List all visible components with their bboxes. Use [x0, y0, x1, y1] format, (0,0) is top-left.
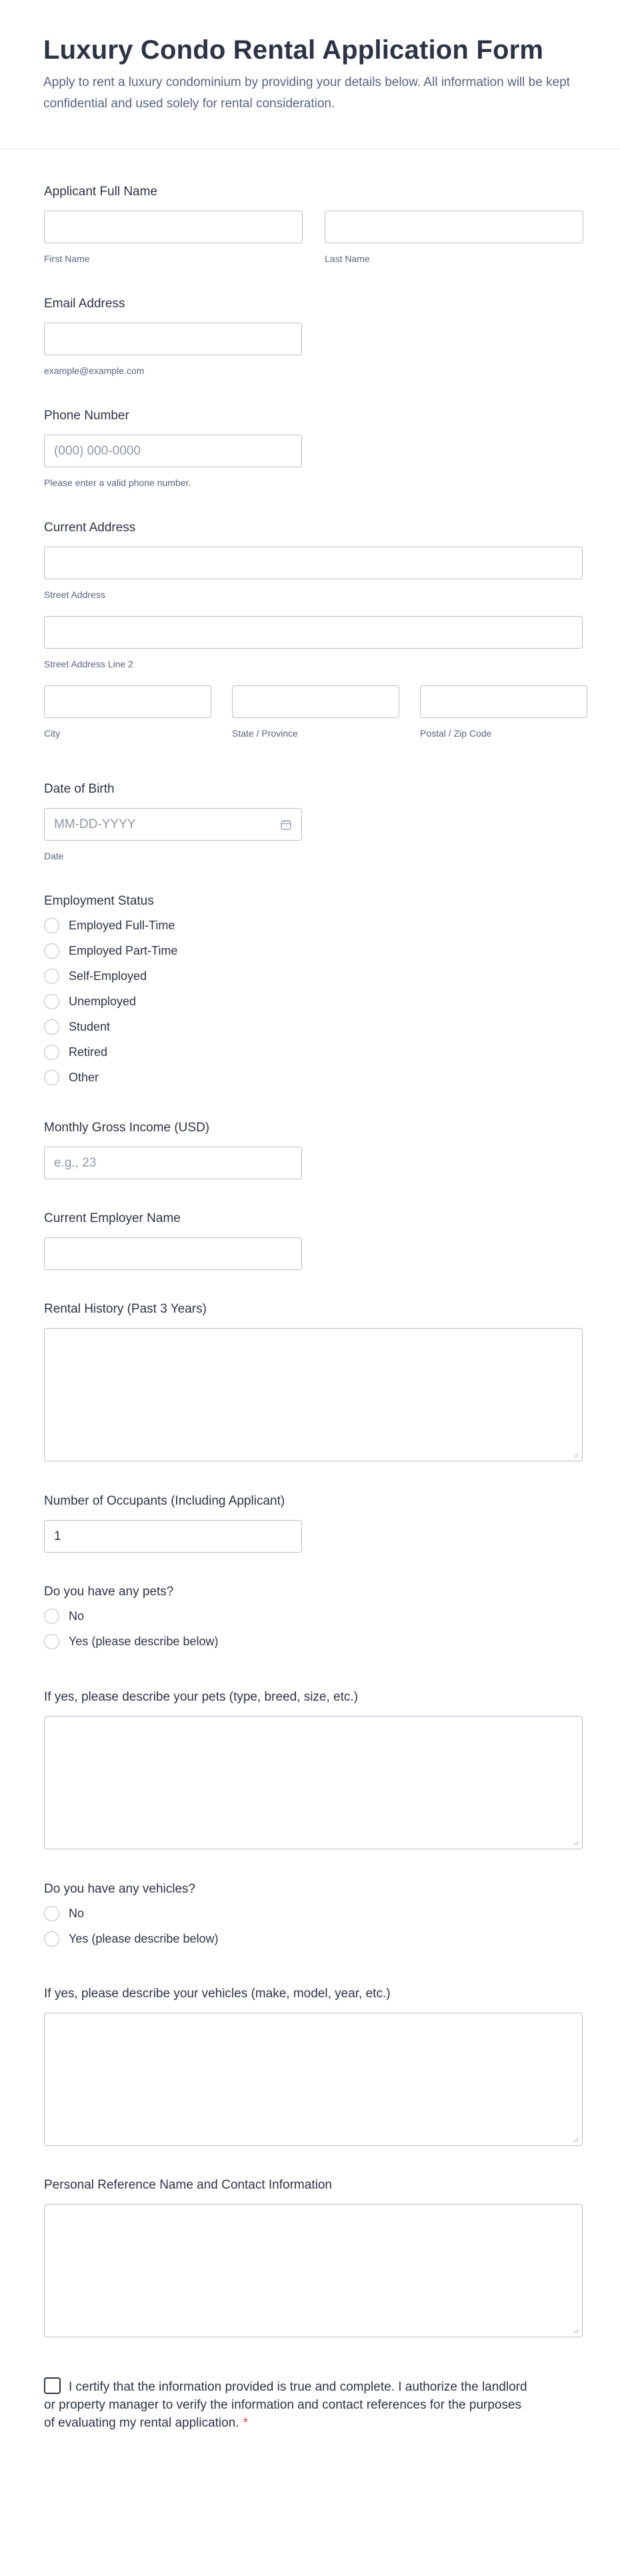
occupants-section: [44, 1493, 302, 1553]
employment-option[interactable]: [38, 1065, 177, 1090]
radio-button[interactable]: [44, 943, 59, 959]
dob-label: Date of Birth: [44, 781, 115, 796]
street-address-input[interactable]: [44, 547, 583, 579]
occupants-label: Number of Occupants (Including Applicant): [44, 1493, 285, 1508]
city-input[interactable]: [44, 685, 211, 718]
income-section: [44, 1120, 302, 1180]
reference-textarea[interactable]: [44, 2204, 583, 2337]
occupants-field[interactable]: [44, 1520, 302, 1553]
resize-handle-icon[interactable]: [573, 1839, 579, 1846]
calendar-icon[interactable]: [280, 819, 292, 831]
radio-button[interactable]: [44, 1609, 59, 1624]
state-input[interactable]: [232, 685, 399, 718]
state-sublabel: State / Province: [232, 728, 298, 739]
email-section: [44, 296, 302, 377]
vehicles-section: [44, 1881, 218, 1952]
vehicles-option-no[interactable]: [38, 1901, 218, 1926]
income-label: Monthly Gross Income (USD): [44, 1120, 210, 1135]
phone-field[interactable]: [44, 435, 302, 467]
employment-label: Employment Status: [44, 893, 154, 908]
pets-option-yes[interactable]: [38, 1629, 218, 1654]
dob-field[interactable]: [44, 808, 302, 841]
employer-label: Current Employer Name: [44, 1211, 181, 1225]
reference-label: Personal Reference Name and Contact Information: [44, 2177, 332, 2192]
employment-option[interactable]: [38, 1039, 177, 1065]
rental-history-textarea[interactable]: [44, 1328, 583, 1461]
reference-section: [44, 2177, 583, 2338]
pets-label: Do you have any pets?: [44, 1584, 174, 1599]
required-mark: *: [243, 2415, 248, 2430]
radio-label: Yes (please describe below): [69, 1634, 219, 1648]
city-sublabel: City: [44, 728, 61, 739]
certify-section: [44, 2379, 531, 2433]
employer-section: [44, 1211, 302, 1271]
radio-label: Employed Part-Time: [69, 943, 178, 957]
email-sublabel: example@example.com: [44, 365, 145, 377]
phone-placeholder: (000) 000-0000: [54, 443, 141, 458]
dob-placeholder: MM-DD-YYYY: [54, 817, 136, 831]
vehicles-label: Do you have any vehicles?: [44, 1881, 196, 1896]
phone-label: Phone Number: [44, 408, 129, 423]
last-name-input[interactable]: [325, 211, 583, 243]
pets-description-section: [44, 1689, 583, 1850]
employment-section: [44, 893, 177, 1091]
radio-label: No: [69, 1609, 85, 1623]
vehicles-description-label: If yes, please describe your vehicles (make, model, year, etc.): [44, 1986, 391, 2001]
certify-checkbox[interactable]: [44, 2377, 61, 2394]
full-name-section: [44, 184, 583, 265]
vehicles-description-section: [44, 1986, 583, 2147]
certify-text: I certify that the information provided is true and complete. I authorize the landlord or property manager to verify the information and contact references for the purposes of evaluating my rental application.: [44, 2379, 527, 2430]
email-field[interactable]: [44, 323, 302, 355]
radio-label: Self-Employed: [69, 969, 147, 983]
zip-sublabel: Postal / Zip Code: [420, 728, 492, 739]
employment-options: [38, 913, 177, 1090]
dob-sublabel: Date: [44, 851, 64, 862]
occupants-value: 1: [54, 1529, 61, 1543]
radio-button[interactable]: [44, 1931, 59, 1947]
employment-option[interactable]: [38, 963, 177, 989]
employment-option[interactable]: [38, 1014, 177, 1039]
form-header: [0, 0, 620, 149]
pets-description-label: If yes, please describe your pets (type, breed, size, etc.): [44, 1689, 359, 1704]
radio-button[interactable]: [44, 1906, 59, 1921]
street-address-line2-input[interactable]: [44, 616, 583, 649]
rental-history-label: Rental History (Past 3 Years): [44, 1301, 207, 1316]
resize-handle-icon[interactable]: [573, 2136, 579, 2143]
pets-section: [44, 1584, 218, 1655]
application-form: [0, 149, 620, 2576]
vehicles-description-textarea[interactable]: [44, 2013, 583, 2146]
radio-label: Yes (please describe below): [69, 1931, 219, 1945]
first-name-input[interactable]: [44, 211, 303, 243]
last-name-sublabel: Last Name: [325, 253, 370, 265]
radio-label: Retired: [69, 1045, 108, 1059]
street-address-line2-sublabel: Street Address Line 2: [44, 659, 133, 670]
pets-option-no[interactable]: [38, 1603, 218, 1629]
phone-sublabel: Please enter a valid phone number.: [44, 477, 191, 489]
phone-section: [44, 408, 302, 489]
resize-handle-icon[interactable]: [573, 2327, 579, 2334]
full-name-label: Applicant Full Name: [44, 184, 158, 199]
radio-label: Employed Full-Time: [69, 918, 175, 932]
employer-field[interactable]: [44, 1237, 302, 1270]
vehicles-option-yes[interactable]: [38, 1926, 218, 1951]
employment-option[interactable]: [38, 989, 177, 1014]
page-subtitle: Apply to rent a luxury condominium by providing your details below. All information will be kept confidential and used solely for rental consideration.: [43, 75, 570, 111]
radio-button[interactable]: [44, 994, 59, 1009]
radio-label: Student: [69, 1019, 111, 1033]
dob-section: [44, 781, 302, 862]
radio-button[interactable]: [44, 1019, 59, 1035]
first-name-sublabel: First Name: [44, 253, 90, 265]
radio-button[interactable]: [44, 918, 59, 933]
rental-history-section: [44, 1301, 583, 1462]
address-label: Current Address: [44, 520, 136, 535]
street-address-sublabel: Street Address: [44, 589, 105, 601]
radio-label: Unemployed: [69, 994, 137, 1008]
employment-option[interactable]: [38, 938, 177, 963]
radio-button[interactable]: [44, 1634, 59, 1649]
radio-label: No: [69, 1906, 85, 1920]
radio-button[interactable]: [44, 1070, 59, 1085]
page-title: Luxury Condo Rental Application Form: [43, 35, 544, 65]
income-placeholder: e.g., 23: [54, 1155, 97, 1170]
certify-checkbox-row[interactable]: [44, 2379, 531, 2433]
email-label: Email Address: [44, 296, 125, 311]
radio-button[interactable]: [44, 969, 59, 984]
employment-option[interactable]: [38, 913, 177, 938]
resize-handle-icon[interactable]: [573, 1451, 579, 1458]
radio-button[interactable]: [44, 1045, 59, 1060]
pets-description-textarea[interactable]: [44, 1716, 583, 1849]
zip-input[interactable]: [420, 685, 587, 718]
radio-label: Other: [69, 1070, 99, 1084]
address-section: [44, 520, 587, 739]
income-field[interactable]: [44, 1147, 302, 1179]
